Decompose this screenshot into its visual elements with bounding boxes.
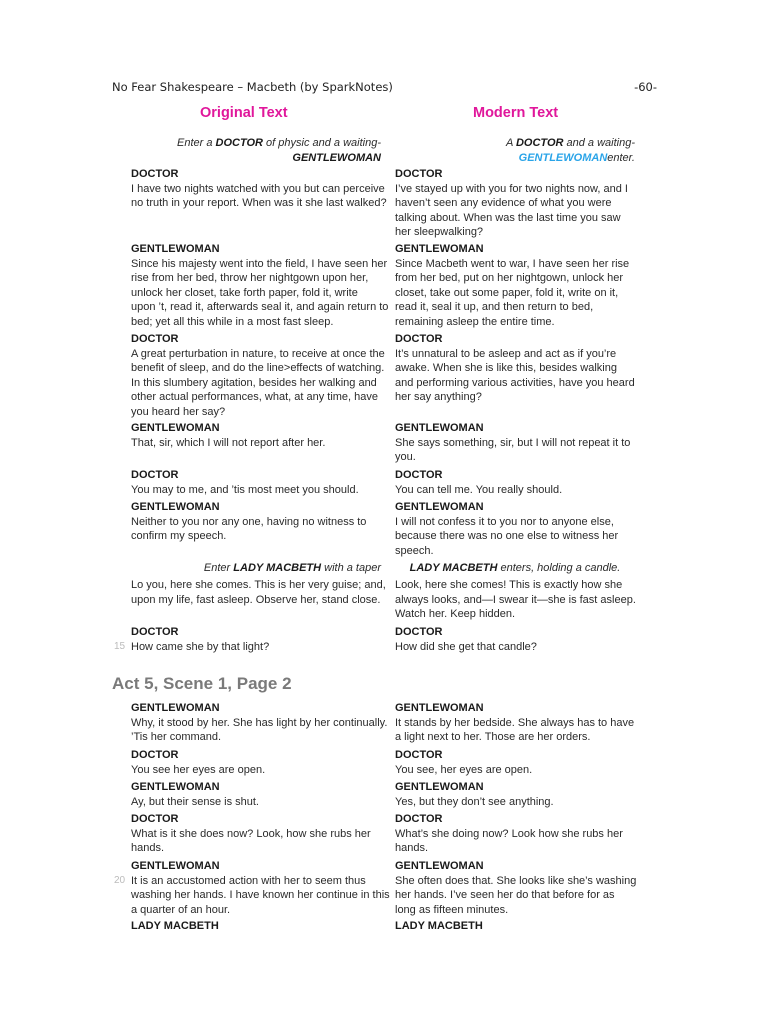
speech-block: DOCTOR What’s she doing now? Look how she rubs her hands. xyxy=(395,812,635,856)
speech-block: DOCTOR You see her eyes are open. xyxy=(131,748,381,777)
speech-block: GENTLEWOMAN Why, it stood by her. She has light by her continually. ’Tis her command. xyxy=(131,702,388,743)
speech-block: DOCTOR What is it she does now? Look, how she rubs her hands. xyxy=(131,812,381,856)
speaker-name: GENTLEWOMAN xyxy=(395,781,484,793)
speaker-name: GENTLEWOMAN xyxy=(395,702,484,714)
stage-direction: A DOCTOR and a waiting- GENTLEWOMANenter. xyxy=(505,137,635,164)
speaker-name: DOCTOR xyxy=(131,813,179,825)
speech-block: GENTLEWOMAN I will not confess it to you nor to anyone else, because there was no one else to witness her speech. xyxy=(395,500,635,558)
stage-direction: LADY MACBETH enters, holding a candle. xyxy=(409,562,621,574)
stage-direction: Enter LADY MACBETH with a taper xyxy=(203,562,381,574)
speech-block: DOCTOR I have two nights watched with you but can perceive no truth in your report. When was it she last walked? xyxy=(131,168,387,209)
speaker-name: GENTLEWOMAN xyxy=(131,422,220,434)
speaker-name: GENTLEWOMAN xyxy=(131,501,220,513)
speech-block: DOCTOR You see, her eyes are open. xyxy=(395,748,635,777)
speech-block: GENTLEWOMAN That, sir, which I will not report after her. xyxy=(131,421,381,450)
speaker-name: GENTLEWOMAN xyxy=(395,243,484,255)
speaker-name: DOCTOR xyxy=(131,626,179,638)
speaker-name: DOCTOR xyxy=(395,333,443,345)
line-number: 20 xyxy=(114,874,126,886)
speech-block: DOCTOR 15 How came she by that light? xyxy=(131,625,381,654)
speaker-name: GENTLEWOMAN xyxy=(395,422,484,434)
speech-block: Look, here she comes! This is exactly how she always looks, and—I swear it—she is fast asleep. Watch her. Keep hidden. xyxy=(395,579,636,620)
speaker-name: DOCTOR xyxy=(395,168,443,180)
speech-block: GENTLEWOMAN Ay, but their sense is shut. xyxy=(131,780,381,809)
speaker-name: DOCTOR xyxy=(395,813,443,825)
speaker-name: LADY MACBETH xyxy=(131,920,219,932)
speaker-name: DOCTOR xyxy=(131,469,179,481)
stage-direction: Enter a DOCTOR of physic and a waiting- GENTLEWOMAN xyxy=(176,137,381,164)
page-number: -60- xyxy=(634,80,657,94)
speech-block: DOCTOR A great perturbation in nature, to receive at once the benefit of sleep, and do the line>effects of watching. In this slumbery agitation, besides her walking and other actual performances, what, at any time, have you heard her say? xyxy=(131,333,385,418)
speech-block: Lo you, here she comes. This is her very guise; and, upon my life, fast asleep. Observe her, stand close. xyxy=(131,579,386,606)
speech-block: DOCTOR I’ve stayed up with you for two nights now, and I haven’t seen any evidence of what you were talking about. When was the last time you saw her sleepwalking? xyxy=(395,167,635,240)
document-title: No Fear Shakespeare – Macbeth (by SparkNotes) xyxy=(112,80,393,94)
speech-block xyxy=(395,919,635,934)
speaker-name: GENTLEWOMAN xyxy=(131,702,220,714)
speech-block: DOCTOR You can tell me. You really should. xyxy=(395,468,635,497)
speaker-name: DOCTOR xyxy=(395,469,443,481)
speech-block: GENTLEWOMAN It stands by her bedside. She always has to have a light next to her. Those are her orders. xyxy=(395,702,635,743)
speaker-name: GENTLEWOMAN xyxy=(131,860,220,872)
speech-block: GENTLEWOMAN Neither to you nor any one, having no witness to confirm my speech. xyxy=(131,500,381,544)
speaker-name: GENTLEWOMAN xyxy=(131,243,220,255)
page-header xyxy=(112,80,657,98)
line-number: 15 xyxy=(114,640,126,652)
speech-block: DOCTOR You may to me, and ’tis most meet you should. xyxy=(131,468,381,497)
speaker-name: LADY MACBETH xyxy=(395,920,483,932)
speech-block: GENTLEWOMAN She says something, sir, but I will not repeat it to you. xyxy=(395,421,635,465)
act-scene-heading: Act 5, Scene 1, Page 2 xyxy=(112,674,292,693)
speaker-name: DOCTOR xyxy=(131,333,179,345)
speaker-name: DOCTOR xyxy=(395,749,443,761)
speech-block: GENTLEWOMAN Since Macbeth went to war, I have seen her rise from her bed, put on her nightgown, unlock her closet, take out some paper, fold it, write on it, read it, seal it up, and then return to bed, remaining asleep the entire time. xyxy=(395,242,635,329)
speaker-name: DOCTOR xyxy=(395,626,443,638)
modern-text-heading: Modern Text xyxy=(473,105,559,121)
speech-block: GENTLEWOMAN Yes, but they don’t see anything. xyxy=(395,780,635,809)
speech-block: DOCTOR It’s unnatural to be asleep and act as if you’re awake. When she is like this, besides walking and performing various activities, have you heard her say anything? xyxy=(395,333,635,403)
speech-block xyxy=(131,919,381,934)
speaker-name: DOCTOR xyxy=(131,749,179,761)
speaker-name: DOCTOR xyxy=(131,168,179,180)
original-text-heading: Original Text xyxy=(200,105,288,121)
speaker-name: GENTLEWOMAN xyxy=(395,501,484,513)
speech-block: GENTLEWOMAN She often does that. She looks like she’s washing her hands. I’ve seen her do that before for as long as fifteen minutes. xyxy=(395,860,637,916)
speaker-name: GENTLEWOMAN xyxy=(131,781,220,793)
speech-block: GENTLEWOMAN Since his majesty went into the field, I have seen her rise from her bed, throw her nightgown upon her, unlock her closet, take forth paper, fold it, write upon ’t, read it, afterwards seal it, and again return to bed; yet all this while in a most fast sleep. xyxy=(131,243,389,328)
speaker-name: GENTLEWOMAN xyxy=(395,860,484,872)
speech-block: DOCTOR How did she get that candle? xyxy=(395,625,635,654)
speech-block: GENTLEWOMAN 20 It is an accustomed action with her to seem thus washing her hands. I have known her continue in this a quarter of an hour. xyxy=(114,860,390,916)
